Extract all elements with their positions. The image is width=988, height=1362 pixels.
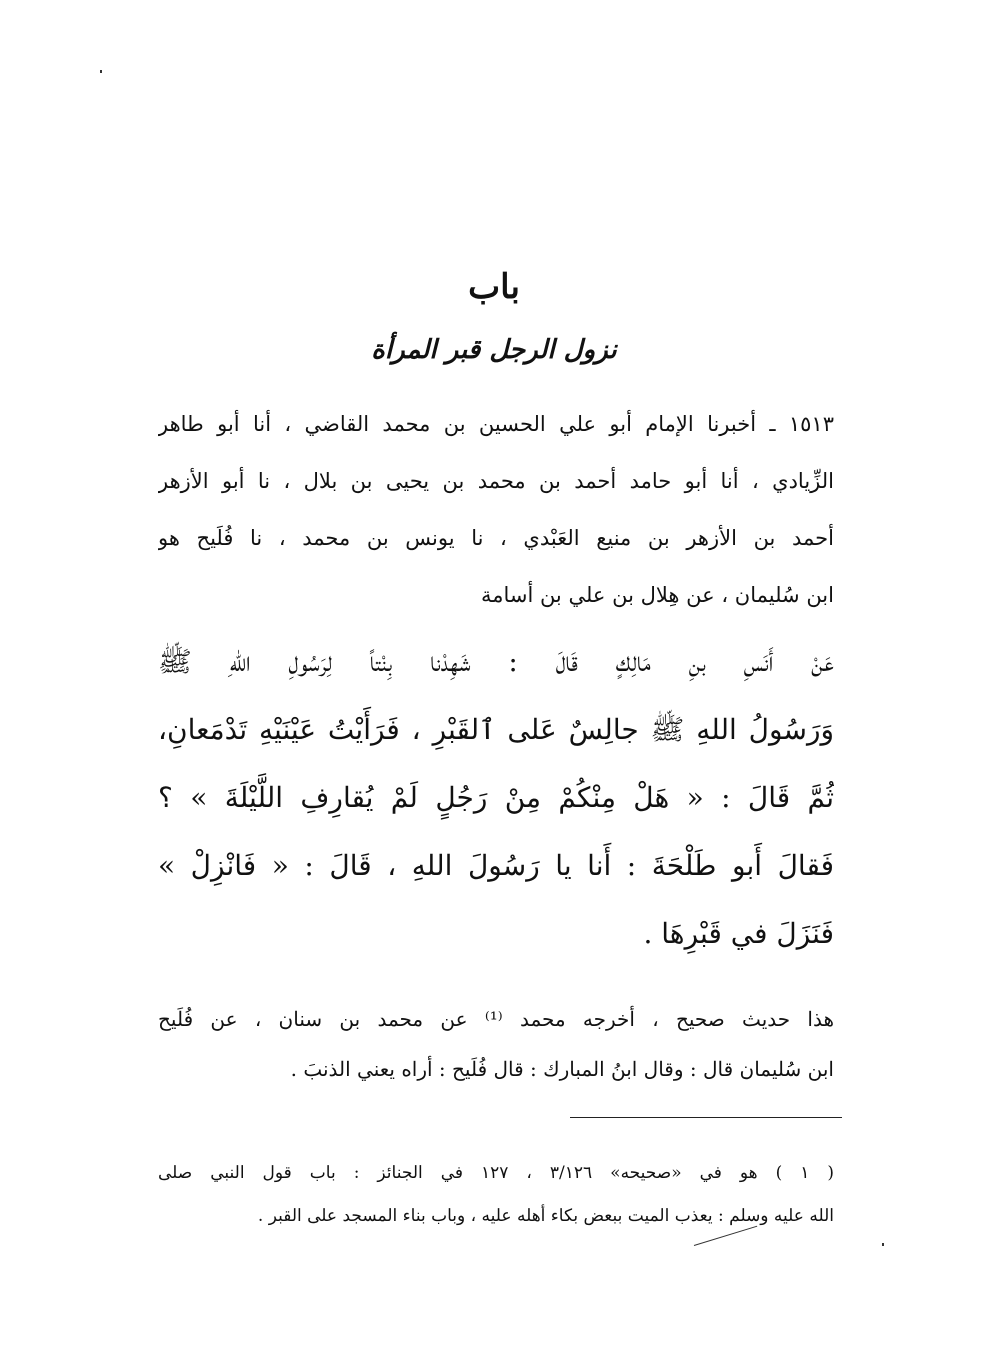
scan-speck xyxy=(100,70,102,73)
isnad-line: الزِّيادي ، أنا أبو حامد أحمد بن محمد بن يحيى بن بلال ، نا أبو الأزهر xyxy=(158,469,834,493)
matn-line: عَنْ أَنَسِ بنِ مَالِكٍ قَالَ : شَهِدْنا بِنْتاً لِرَسُولِ اللهِ ﷺ xyxy=(158,645,834,678)
isnad-line: ١٥١٣ ـ أخبرنا الإمام أبو علي الحسين بن محمد القاضي ، أنا أبو طاهر xyxy=(158,412,834,436)
hadith-matn xyxy=(158,628,834,968)
chapter-subheading: نزول الرجل قبر المرأة xyxy=(371,335,617,365)
isnad-line: ابن سُليمان ، عن هِلال بن علي بن أسامة xyxy=(480,583,834,607)
chapter-heading: باب xyxy=(468,267,520,307)
hadith-isnad xyxy=(158,396,834,624)
matn-line: ثُمَّ قَالَ : « هَلْ مِنْكُمْ مِنْ رَجُلٍ لَمْ يُقارِفِ اللَّيْلَةَ » ؟ xyxy=(158,781,834,814)
scan-speck xyxy=(882,1243,884,1246)
footnote-line: ( ١ ) هو في «صحيحه» ٣/١٢٦ ، ١٢٧ في الجنائز : باب قول النبي صلى xyxy=(158,1163,834,1183)
footnote-divider xyxy=(570,1117,842,1118)
isnad-line: أحمد بن الأزهر بن منيع العَبْدي ، نا يونس بن محمد ، نا فُلَيح هو xyxy=(158,526,834,550)
commentary-line: هذا حديث صحيح ، أخرجه محمد ⁽¹⁾ عن محمد بن سنان ، عن فُلَيح xyxy=(158,1007,834,1031)
footnote-line: الله عليه وسلم : يعذب الميت ببعض بكاء أهله عليه ، وباب بناء المسجد على القبر . xyxy=(257,1206,834,1226)
hadith-commentary xyxy=(158,994,834,1094)
matn-line: فَقالَ أَبو طَلْحَةَ : أَنا يا رَسُولَ اللهِ ، قَالَ : « فَانْزِلْ » xyxy=(158,849,834,882)
commentary-line: ابن سُليمان قال : وقال ابنُ المبارك : قال فُلَيح : أراه يعني الذنبَ . xyxy=(290,1057,834,1081)
matn-line: وَرَسُولُ اللهِ ﷺ جالِسٌ عَلى ٱلقَبْرِ ، فَرَأَيْتُ عَيْنَيْهِ تَدْمَعانِ، xyxy=(158,713,834,746)
matn-line: فَنَزَلَ في قَبْرِهَا . xyxy=(643,917,834,950)
footnote xyxy=(158,1152,834,1238)
